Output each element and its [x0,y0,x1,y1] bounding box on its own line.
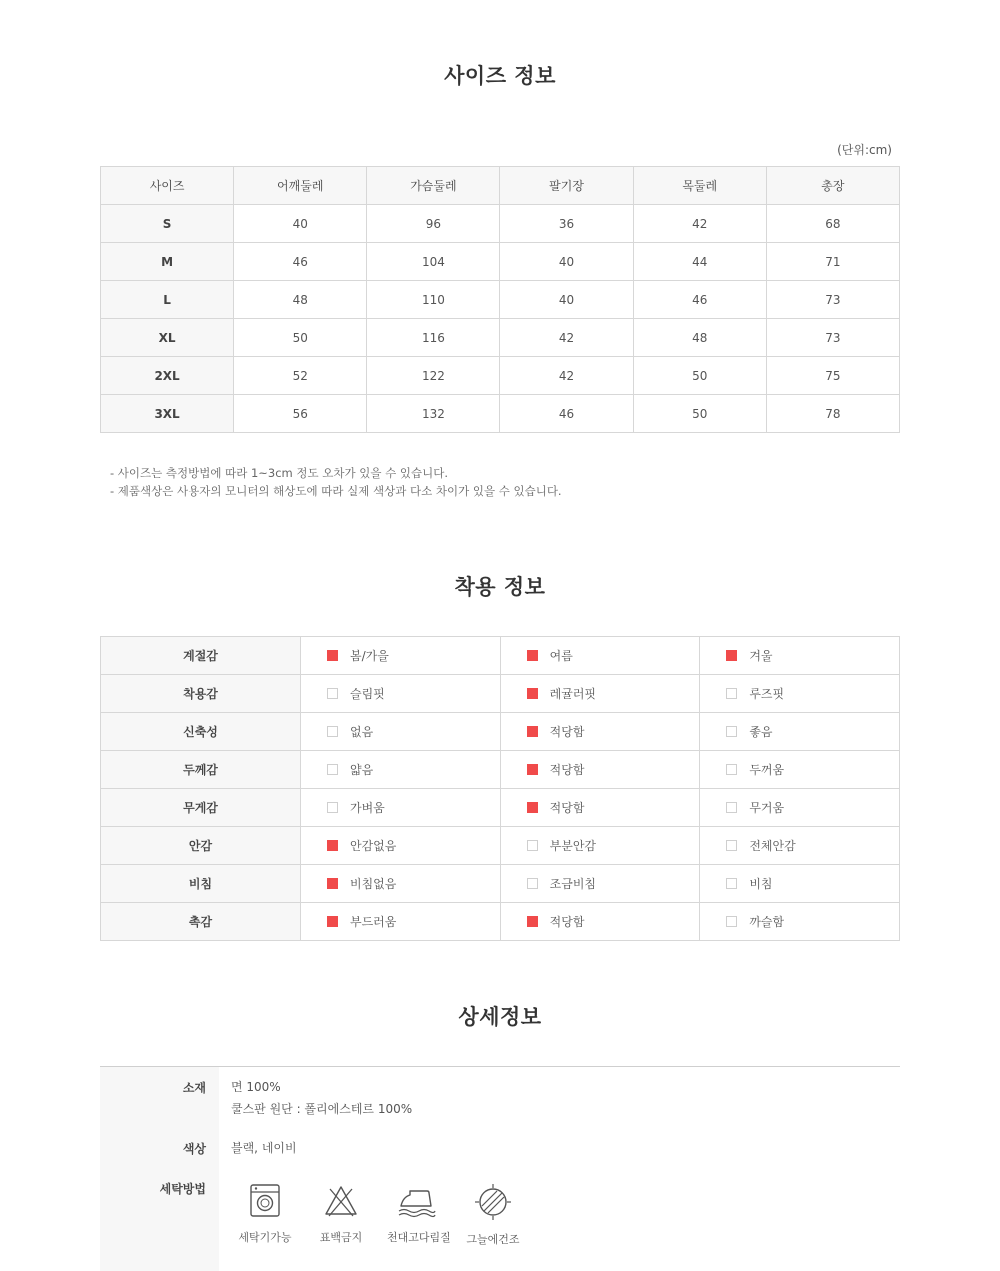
table-cell: 122 [367,357,500,395]
unchecked-box-icon [327,764,338,775]
fit-option [700,751,900,789]
wash-caption: 천대고다림질 [387,1231,451,1244]
size-table [100,166,900,433]
table-cell: 42 [500,319,633,357]
wash-caption: 그늘에건조 [466,1233,520,1246]
unchecked-box-icon [726,878,737,889]
fit-row [101,713,900,751]
fit-option-label: 봄/가을 [350,649,389,663]
fit-option-label: 슬림핏 [350,687,385,701]
table-cell: 52 [234,357,367,395]
unchecked-box-icon [726,726,737,737]
table-cell: 73 [766,281,899,319]
fit-option [301,637,501,675]
fit-row [101,827,900,865]
size-cell: 2XL [101,357,234,395]
fit-row-label: 두께감 [101,751,301,789]
fit-option [700,713,900,751]
checked-box-icon [327,916,338,927]
material-label: 소재 [182,1081,206,1095]
unchecked-box-icon [726,764,737,775]
checked-box-icon [527,726,538,737]
fit-option-label: 얇음 [350,763,374,777]
color-label: 색상 [182,1142,206,1156]
wash-item [387,1183,451,1245]
fit-option-label: 적당함 [549,725,585,739]
fit-option-label: 부분안감 [549,839,597,853]
material-line: 면 100% [231,1080,281,1094]
material-value [231,1076,412,1120]
fit-row-label: 무게감 [101,789,301,827]
table-cell: 40 [500,243,633,281]
fit-option [500,789,700,827]
detail-section-title: 상세정보 [458,1005,542,1029]
table-cell: 50 [633,395,766,433]
table-row [101,205,900,243]
table-cell: 48 [234,281,367,319]
note-line: - 사이즈는 측정방법에 따라 1~3cm 정도 오차가 있을 수 있습니다. [110,466,449,480]
fit-option [301,827,501,865]
table-row [101,281,900,319]
table-cell: 104 [367,243,500,281]
fit-option [700,637,900,675]
unchecked-box-icon [726,688,737,699]
header-chest: 가슴둘레 [367,167,500,205]
fit-option-label: 겨울 [749,649,773,663]
checked-box-icon [327,878,338,889]
size-table-header-row [101,167,900,205]
fit-option-label: 적당함 [549,801,585,815]
table-cell: 42 [500,357,633,395]
fit-row-label: 비침 [101,865,301,903]
fit-option [500,675,700,713]
fit-option [301,751,501,789]
fit-option [301,713,501,751]
header-neck: 목둘레 [633,167,766,205]
unit-label: (단위:cm) [837,143,892,157]
fit-row [101,637,900,675]
table-cell: 78 [766,395,899,433]
fit-row [101,865,900,903]
fit-option-label: 무거움 [749,801,785,815]
checked-box-icon [527,688,538,699]
table-cell: 40 [234,205,367,243]
table-cell: 46 [633,281,766,319]
table-cell: 68 [766,205,899,243]
wash-item [463,1183,523,1247]
fit-option [700,903,900,941]
fit-option [500,713,700,751]
header-sleeve: 팔기장 [500,167,633,205]
fit-option-label: 없음 [350,725,374,739]
table-cell: 48 [633,319,766,357]
header-size: 사이즈 [101,167,234,205]
header-length: 총장 [766,167,899,205]
fit-section-title: 착용 정보 [454,575,546,599]
checked-box-icon [527,650,538,661]
fit-row-label: 안감 [101,827,301,865]
fit-row [101,903,900,941]
fit-row-label: 촉감 [101,903,301,941]
table-cell: 96 [367,205,500,243]
wash-item [311,1183,371,1245]
size-cell: M [101,243,234,281]
color-value: 블랙, 네이비 [231,1141,297,1155]
table-cell: 73 [766,319,899,357]
fit-option-label: 좋음 [749,725,773,739]
fit-option [700,675,900,713]
fit-option-label: 조금비침 [549,877,597,891]
fit-row-label: 계절감 [101,637,301,675]
table-cell: 36 [500,205,633,243]
detail-label-column [100,1067,219,1271]
iron-cloth-icon [397,1183,437,1219]
table-cell: 132 [367,395,500,433]
size-cell: XL [101,319,234,357]
checked-box-icon [726,650,737,661]
fit-option-label: 비침 [749,877,773,891]
table-cell: 40 [500,281,633,319]
unchecked-box-icon [327,688,338,699]
fit-option-label: 적당함 [549,763,585,777]
unchecked-box-icon [726,802,737,813]
table-row [101,319,900,357]
wash-caption: 표백금지 [319,1231,363,1244]
fit-option [700,865,900,903]
fit-option [301,903,501,941]
table-cell: 116 [367,319,500,357]
table-cell: 50 [633,357,766,395]
checked-box-icon [527,916,538,927]
fit-option [301,789,501,827]
fit-option [301,675,501,713]
fit-option [500,827,700,865]
size-cell: 3XL [101,395,234,433]
fit-option-label: 안감없음 [350,839,397,853]
wash-label: 세탁방법 [159,1182,206,1196]
note-line: - 제품색상은 사용자의 모니터의 해상도에 따라 실제 색상과 다소 차이가 있을 수 있습니다. [110,484,562,498]
table-cell: 50 [234,319,367,357]
checked-box-icon [527,802,538,813]
table-cell: 110 [367,281,500,319]
table-cell: 42 [633,205,766,243]
material-line: 쿨스판 원단 : 폴리에스테르 100% [231,1102,413,1116]
table-cell: 56 [234,395,367,433]
table-cell: 44 [633,243,766,281]
table-cell: 75 [766,357,899,395]
fit-row [101,751,900,789]
table-cell: 46 [234,243,367,281]
size-cell: L [101,281,234,319]
fit-option [700,827,900,865]
fit-option [700,789,900,827]
fit-option-label: 루즈핏 [749,687,785,701]
size-notes [110,464,562,500]
unchecked-box-icon [726,840,737,851]
fit-option [301,865,501,903]
checked-box-icon [327,650,338,661]
no-bleach-icon [323,1183,359,1219]
unchecked-box-icon [726,916,737,927]
fit-row-label: 착용감 [101,675,301,713]
unchecked-box-icon [327,802,338,813]
fit-option-label: 전체안감 [749,839,796,853]
checked-box-icon [527,764,538,775]
fit-row [101,789,900,827]
size-cell: S [101,205,234,243]
fit-option [500,903,700,941]
fit-option-label: 두꺼움 [749,763,785,777]
wash-caption: 세탁기가능 [238,1231,292,1244]
table-cell: 71 [766,243,899,281]
fit-option-label: 부드러움 [350,915,397,929]
fit-option-label: 여름 [549,649,573,663]
fit-row [101,675,900,713]
washing-machine-icon [248,1183,282,1219]
unchecked-box-icon [327,726,338,737]
fit-option [500,751,700,789]
fit-option [500,637,700,675]
checked-box-icon [327,840,338,851]
fit-table [100,636,900,941]
table-cell: 46 [500,395,633,433]
fit-option-label: 까슬함 [749,915,785,929]
fit-option [500,865,700,903]
fit-option-label: 비침없음 [350,877,397,891]
fit-option-label: 적당함 [549,915,585,929]
detail-panel [100,1066,900,1271]
shade-dry-icon [473,1183,513,1221]
unchecked-box-icon [527,878,538,889]
table-row [101,357,900,395]
unchecked-box-icon [527,840,538,851]
fit-option-label: 가벼움 [350,801,385,815]
table-row [101,395,900,433]
size-section-title: 사이즈 정보 [444,64,556,88]
header-shoulder: 어깨둘레 [234,167,367,205]
fit-row-label: 신축성 [101,713,301,751]
fit-option-label: 레귤러핏 [549,687,597,701]
wash-item [235,1183,295,1245]
table-row [101,243,900,281]
